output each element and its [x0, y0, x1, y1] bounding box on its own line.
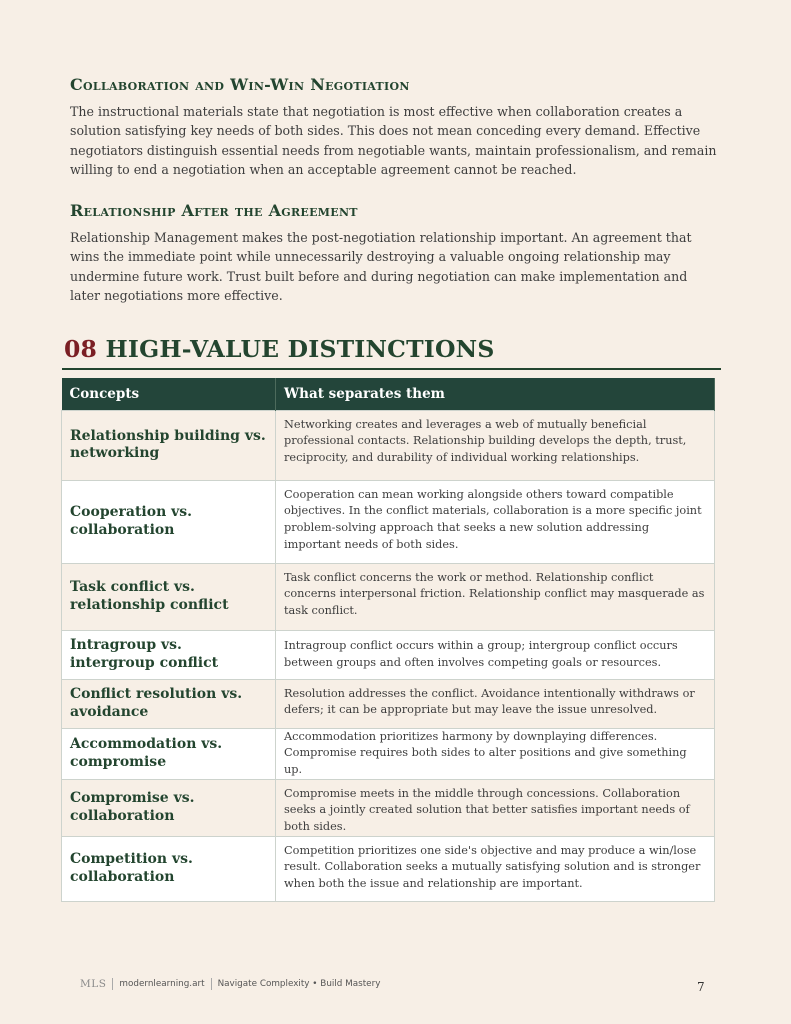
footer-divider [211, 978, 212, 990]
page-number: 7 [697, 980, 705, 994]
description-cell: Networking creates and leverages a web of mutually beneficial professional contacts. Relationship building develops the depth, trust, reciprocity, and durability of individual working relationships. [276, 410, 715, 480]
table-row [62, 728, 715, 779]
table-header-row [62, 378, 715, 410]
description-cell: Resolution addresses the conflict. Avoidance intentionally withdraws or defers; it can be appropriate but may leave the issue unresolved. [276, 679, 715, 728]
table-row [62, 779, 715, 836]
table-row [62, 679, 715, 728]
table-row [62, 480, 715, 563]
description-cell: Compromise meets in the middle through concessions. Collaboration seeks a jointly created solution that better satisfies important needs of both sides. [276, 779, 715, 836]
concept-cell: Relationship building vs. networking [62, 410, 276, 480]
description-cell: Intragroup conflict occurs within a group; intergroup conflict occurs between groups and often involves competing goals or resources. [276, 630, 715, 679]
section-heading: Collaboration and Win-Win Negotiation [70, 75, 410, 94]
distinctions-table [61, 378, 715, 902]
distinctions-title [64, 335, 495, 363]
concept-cell: Intragroup vs. intergroup conflict [62, 630, 276, 679]
section-relationship [70, 201, 720, 305]
page-footer [80, 978, 380, 990]
description-cell: Competition prioritizes one side's objective and may produce a win/lose result. Collaboration seeks a mutually satisfying solution and is stronger when both the issue and relationship are important. [276, 836, 715, 901]
footer-site: modernlearning.art [119, 979, 205, 989]
section-collaboration [70, 75, 720, 179]
table-row [62, 410, 715, 480]
section-body: The instructional materials state that negotiation is most effective when collaboration creates a solution satisfying key needs of both sides. This does not mean conceding every demand. Effective negotiators distinguish essential needs from negotiable wants, maintain professionalism, and remain willing to end a negotiation when an acceptable agreement cannot be reached. [70, 104, 717, 177]
distinctions-number: 08 [64, 335, 98, 363]
description-cell: Cooperation can mean working alongside others toward compatible objectives. In the conflict materials, collaboration is a more specific joint problem-solving approach that seeks a new solution addressing important needs of both sides. [276, 480, 715, 563]
concept-cell: Accommodation vs. compromise [62, 728, 276, 779]
description-cell: Accommodation prioritizes harmony by downplaying differences. Compromise requires both sides to alter positions and give something up. [276, 728, 715, 779]
footer-tagline: Navigate Complexity • Build Mastery [217, 979, 381, 989]
concept-cell: Cooperation vs. collaboration [62, 480, 276, 563]
concept-cell: Compromise vs. collaboration [62, 779, 276, 836]
distinctions-title-text: HIGH-VALUE DISTINCTIONS [105, 335, 495, 363]
table-row [62, 836, 715, 901]
description-cell: Task conflict concerns the work or method. Relationship conflict concerns interpersonal friction. Relationship conflict may masquerade as task conflict. [276, 563, 715, 630]
concept-cell: Conflict resolution vs. avoidance [62, 679, 276, 728]
concept-cell: Competition vs. collaboration [62, 836, 276, 901]
table-row [62, 630, 715, 679]
concept-cell: Task conflict vs. relationship conflict [62, 563, 276, 630]
header-separates: What separates them [276, 378, 715, 410]
brand-logo: MLS [80, 978, 107, 990]
header-concepts: Concepts [62, 378, 276, 410]
title-rule [62, 368, 721, 370]
section-body: Relationship Management makes the post-negotiation relationship important. An agreement that wins the immediate point while unnecessarily destroying a valuable ongoing relationship may undermine future work. Trust built before and during negotiation can make implementation and later negotiations more effective. [70, 230, 692, 303]
table-row [62, 563, 715, 630]
section-heading: Relationship After the Agreement [70, 201, 358, 220]
footer-divider [112, 978, 113, 990]
